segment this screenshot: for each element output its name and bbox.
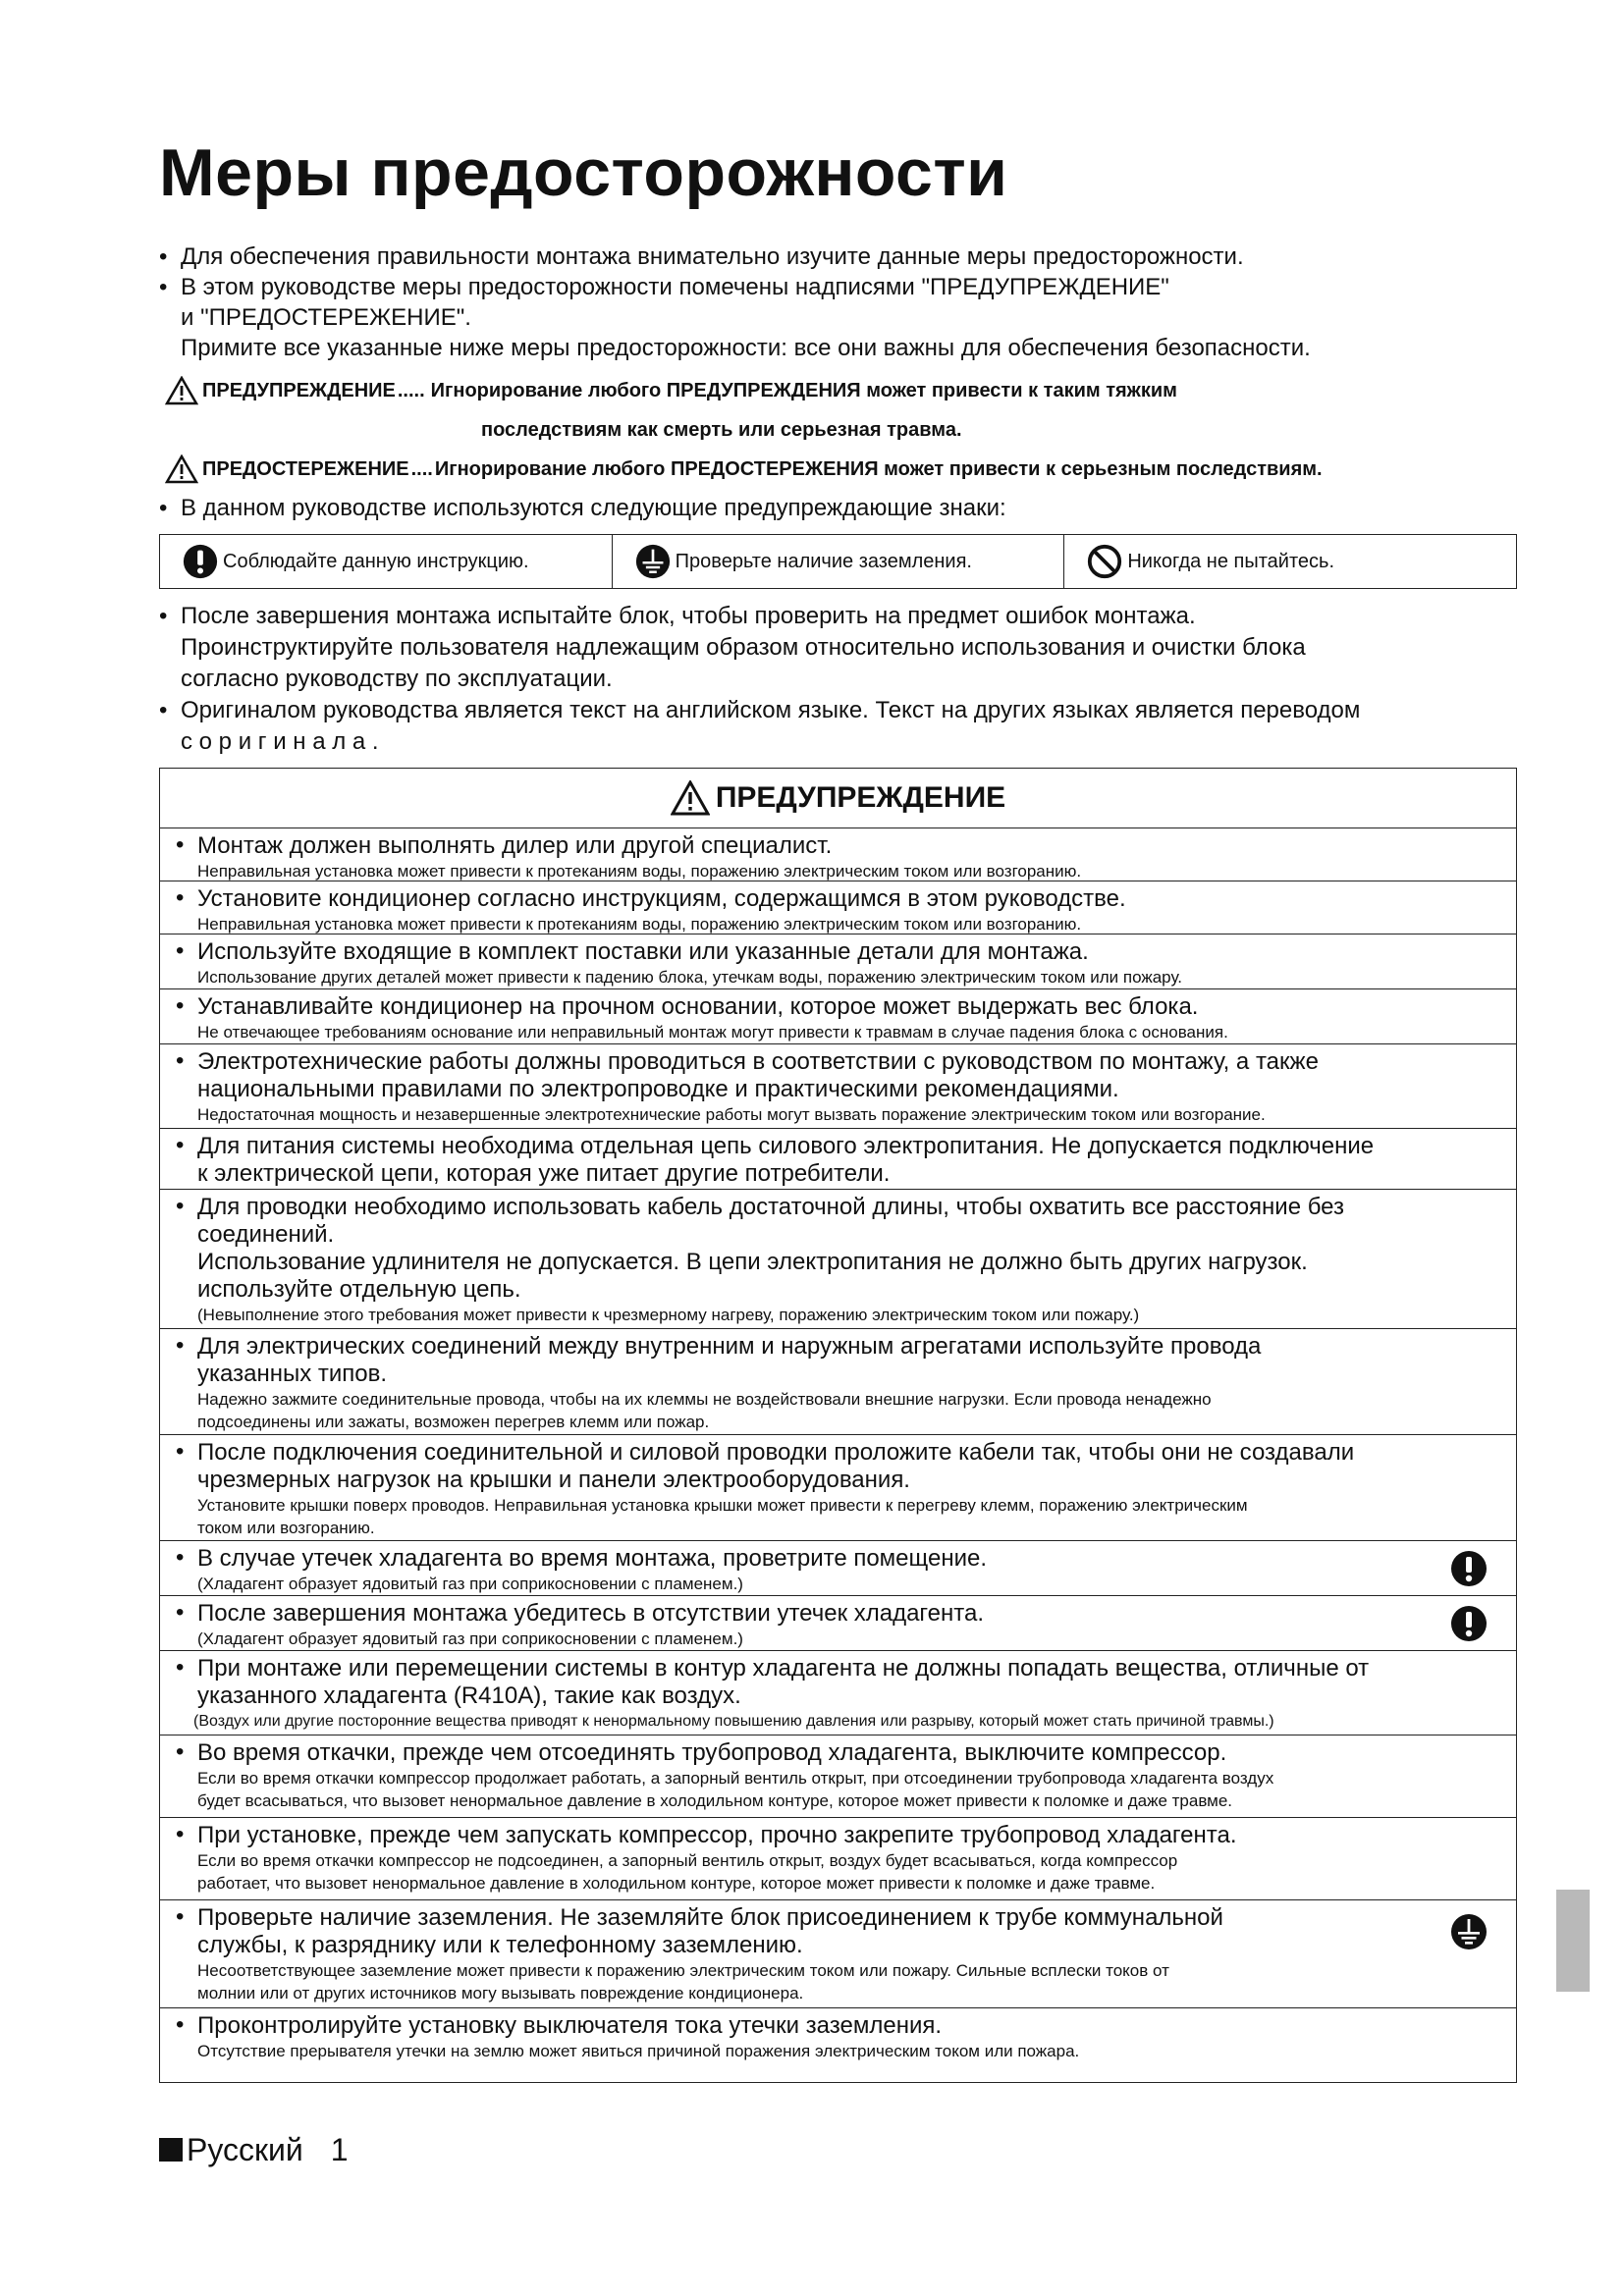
- prohibited-icon: [1086, 543, 1123, 580]
- warning-item-sub: молнии или от других источников могу вызывать повреждение кондиционера.: [197, 1984, 804, 2002]
- signs-intro-text: • В данном руководстве используются следующие предупреждающие знаки:: [159, 493, 1514, 523]
- symbol-label-prohibited: Никогда не пытайтесь.: [1127, 550, 1334, 572]
- warning-item: [160, 1435, 1516, 1541]
- warning-item: [160, 2008, 1516, 2063]
- exclamation-icon: [1449, 1549, 1489, 1588]
- warning-item-sub: (Невыполнение этого требования может привести к чрезмерному нагреву, поражению электрическим током или пожару.): [197, 1306, 1140, 1324]
- symbol-label-ground: Проверьте наличие заземления.: [675, 550, 972, 572]
- warning-item-sub: Отсутствие прерывателя утечки на землю может явиться причиной поражения электрическим током или пожара.: [197, 2042, 1080, 2060]
- warning-triangle-icon: [671, 780, 710, 816]
- warning-item-main: • При монтаже или перемещении системы в контур хладагента не должны попадать вещества, отличные от: [197, 1655, 1370, 1682]
- warning-item-main: указанного хладагента (R410A), такие как воздух.: [197, 1682, 741, 1709]
- warning-item: [160, 1651, 1516, 1735]
- caution-legend-dots: ....: [410, 458, 433, 480]
- square-bullet-icon: [159, 2138, 183, 2162]
- warning-item-sub: (Хладагент образует ядовитый газ при соприкосновении с пламенем.): [197, 1575, 743, 1593]
- warning-item-main: • После подключения соединительной и силовой проводки проложите кабели так, чтобы они не создавали: [197, 1439, 1355, 1466]
- warning-item-sub: работает, что вызовет ненормальное давление в холодильном контуре, которое может привести к поломке и даже травме.: [197, 1874, 1156, 1893]
- warning-item: [160, 1541, 1516, 1596]
- warning-item-sub: Если во время откачки компрессор продолжает работать, а запорный вентиль открыт, при отсоединении трубопровода хладагента воздух: [197, 1769, 1274, 1788]
- warning-item-sub: (Хладагент образует ядовитый газ при соприкосновении с пламенем.): [197, 1629, 743, 1648]
- warning-item-main: • При установке, прежде чем запускать компрессор, прочно закрепите трубопровод хладагента.: [197, 1822, 1237, 1848]
- warning-item-sub: (Воздух или другие посторонние вещества приводят к ненормальному повышению давления или разрыву, который может стать причиной травмы.): [193, 1713, 1274, 1730]
- warning-item: [160, 1735, 1516, 1818]
- intro-bullet-1: • Для обеспечения правильности монтажа внимательно изучите данные меры предосторожности.: [159, 241, 1514, 272]
- caution-triangle-icon: [165, 454, 198, 484]
- warning-item-main: • Устанавливайте кондиционер на прочном основании, которое может выдержать вес блока.: [197, 993, 1199, 1020]
- warning-item-sub: Не отвечающее требованиям основание или неправильный монтаж могут привести к травмам в случае падения блока с основания.: [197, 1023, 1228, 1041]
- warning-item-sub: Установите крышки поверх проводов. Неправильная установка крышки может привести к перегреву клемм, поражению электрическим: [197, 1496, 1248, 1515]
- warning-legend-dots: .....: [397, 380, 425, 401]
- caution-legend-label: ПРЕДОСТЕРЕЖЕНИЕ: [202, 458, 409, 480]
- warning-box-heading: [160, 769, 1516, 828]
- warning-item-main: • Проконтролируйте установку выключателя тока утечки заземления.: [197, 2012, 943, 2039]
- warning-item-main: используйте отдельную цепь.: [197, 1276, 521, 1303]
- notes-bullet-1: • После завершения монтажа испытайте блок, чтобы проверить на предмет ошибок монтажа.: [159, 601, 1514, 632]
- warning-item-main: • Проверьте наличие заземления. Не заземляйте блок присоединением к трубе коммунальной: [197, 1904, 1223, 1931]
- symbol-cell-prohibited: [1064, 535, 1516, 588]
- warning-box-title: ПРЕДУПРЕЖДЕНИЕ: [715, 781, 1006, 814]
- intro-bullet-2-cont: и "ПРЕДОСТЕРЕЖЕНИЕ".: [181, 304, 471, 331]
- caution-legend-text: Игнорирование любого ПРЕДОСТЕРЕЖЕНИЯ может привести к серьезным последствиям.: [434, 458, 1323, 480]
- warning-item-sub: Несоответствующее заземление может привести к поражению электрическим током или пожару. Сильные всплески токов от: [197, 1961, 1169, 1980]
- warning-item: [160, 828, 1516, 881]
- warning-item: [160, 934, 1516, 989]
- page-title: Меры предосторожности: [159, 135, 1008, 210]
- warning-item: [160, 881, 1516, 934]
- ground-icon: [634, 543, 672, 580]
- warning-item-sub: подсоединены или зажаты, возможен перегрев клемм или пожар.: [197, 1413, 710, 1431]
- warning-legend-text-2: последствиям как смерть или серьезная травма.: [481, 419, 962, 441]
- warning-item: [160, 1818, 1516, 1900]
- notes-bullet-1-cont: Проинструктируйте пользователя надлежащим образом относительно использования и очистки блока: [181, 634, 1306, 661]
- warning-item-main: службы, к разряднику или к телефонному заземлению.: [197, 1932, 803, 1958]
- warning-box: [159, 768, 1517, 2083]
- symbols-table: [159, 534, 1517, 589]
- page-footer: [159, 2130, 349, 2169]
- symbol-cell-observe: [160, 535, 613, 588]
- warning-item-main: чрезмерных нагрузок на крышки и панели электрооборудования.: [197, 1467, 910, 1493]
- exclamation-icon: [1449, 1604, 1489, 1643]
- warning-item-main: к электрической цепи, которая уже питает другие потребители.: [197, 1160, 891, 1187]
- intro-section: [159, 241, 1514, 363]
- warning-item-main: • В случае утечек хладагента во время монтажа, проветрите помещение.: [197, 1545, 988, 1572]
- warning-item-sub: Недостаточная мощность и незавершенные электротехнические работы могут вызвать поражение электрическим током или возгорание.: [197, 1105, 1266, 1124]
- intro-bullet-2-cont2: Примите все указанные ниже меры предосторожности: все они важны для обеспечения безопасности.: [181, 335, 1311, 361]
- warning-item-sub: будет всасываться, что вызовет ненормальное давление в холодильном контуре, которое может привести к поломке и даже травме.: [197, 1791, 1233, 1810]
- warning-item-main: соединений.: [197, 1221, 335, 1248]
- symbol-label-observe: Соблюдайте данную инструкцию.: [223, 550, 529, 572]
- symbol-cell-ground: [613, 535, 1065, 588]
- warning-item-main: • Используйте входящие в комплект поставки или указанные детали для монтажа.: [197, 938, 1089, 965]
- warning-item-main: • Монтаж должен выполнять дилер или другой специалист.: [197, 832, 833, 859]
- warning-item-main: • Во время откачки, прежде чем отсоединять трубопровод хладагента, выключите компрессор.: [197, 1739, 1227, 1766]
- warning-item-main: • Для электрических соединений между внутренним и наружным агрегатами используйте провода: [197, 1333, 1262, 1360]
- exclamation-icon: [182, 543, 219, 580]
- notes-bullet-1-cont2: согласно руководству по эксплуатации.: [181, 666, 613, 692]
- intro-bullet-2: • В этом руководстве меры предосторожности помечены надписями "ПРЕДУПРЕЖДЕНИЕ": [159, 272, 1514, 302]
- warning-item: [160, 1329, 1516, 1435]
- warning-triangle-icon: [165, 376, 198, 405]
- notes-bullet-2: • Оригиналом руководства является текст на английском языке. Текст на других языках является переводом: [159, 695, 1514, 726]
- warning-item-main: • Для проводки необходимо использовать кабель достаточной длины, чтобы охватить все расстояние без: [197, 1194, 1345, 1220]
- warning-item-sub: Надежно зажмите соединительные провода, чтобы на их клеммы не воздействовали внешние нагрузки. Если провода ненадежно: [197, 1390, 1212, 1409]
- warning-item-main: национальными правилами по электропроводке и практическими рекомендациями.: [197, 1076, 1119, 1102]
- warning-item-sub: Если во время откачки компрессор не подсоединен, а запорный вентиль открыт, воздух будет всасываться, когда компрессор: [197, 1851, 1178, 1870]
- warning-legend: [165, 371, 1520, 450]
- warning-item-main: указанных типов.: [197, 1361, 388, 1387]
- warning-item-sub: током или возгоранию.: [197, 1519, 375, 1537]
- warning-item: [160, 1900, 1516, 2008]
- warning-legend-label: ПРЕДУПРЕЖДЕНИЕ: [202, 380, 396, 401]
- page-number: 1: [330, 2132, 349, 2167]
- signs-intro: [159, 493, 1514, 523]
- warning-item: [160, 1190, 1516, 1329]
- warning-legend-text: Игнорирование любого ПРЕДУПРЕЖДЕНИЯ может привести к таким тяжким: [430, 380, 1177, 401]
- warning-item: [160, 1129, 1516, 1190]
- warning-item-main: Использование удлинителя не допускается. В цепи электропитания не должно быть других нагрузок.: [197, 1249, 1308, 1275]
- warning-item-sub: Использование других деталей может привести к падению блока, утечкам воды, поражению электрическим током или пожару.: [197, 968, 1182, 987]
- notes-section: [159, 601, 1514, 758]
- warning-item-sub: Неправильная установка может привести к протеканиям воды, поражению электрическим током или возгоранию.: [197, 862, 1082, 881]
- warning-item-main: • Электротехнические работы должны проводиться в соответствии с руководством по монтажу, а также: [197, 1048, 1319, 1075]
- section-side-tab: [1556, 1890, 1590, 1992]
- warning-item-main: • Установите кондиционер согласно инструкциям, содержащимся в этом руководстве.: [197, 885, 1126, 912]
- warning-item: [160, 1044, 1516, 1129]
- footer-language: Русский: [187, 2132, 303, 2167]
- warning-item-main: • Для питания системы необходима отдельная цепь силового электропитания. Не допускается подключение: [197, 1133, 1375, 1159]
- warning-item: [160, 989, 1516, 1044]
- ground-icon: [1449, 1912, 1489, 1951]
- warning-item-main: • После завершения монтажа убедитесь в отсутствии утечек хладагента.: [197, 1600, 984, 1627]
- warning-item-sub: Неправильная установка может привести к протеканиям воды, поражению электрическим током или возгоранию.: [197, 915, 1082, 934]
- warning-item: [160, 1596, 1516, 1651]
- notes-bullet-2-cont: с о р и г и н а л а .: [181, 728, 379, 755]
- caution-legend: [165, 450, 1520, 489]
